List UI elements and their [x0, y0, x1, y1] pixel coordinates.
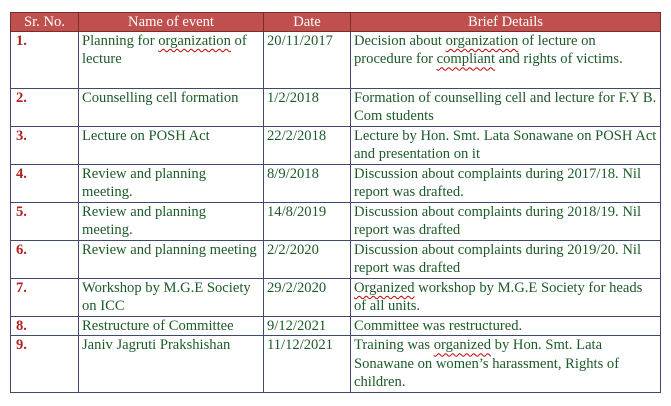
cell-date: 2/2/2020 [264, 241, 351, 279]
cell-sr-no: 1. [11, 32, 79, 89]
events-table-container [10, 12, 660, 393]
cell-event-name: Janiv Jagruti Prakshishan [79, 336, 264, 393]
table-row [11, 203, 661, 241]
cell-event-name: Restructure of Committee [79, 317, 264, 336]
table-row [11, 279, 661, 317]
table-row [11, 165, 661, 203]
cell-sr-no: 9. [11, 336, 79, 393]
cell-brief-details: Committee was restructured. [351, 317, 661, 336]
cell-date: 1/2/2018 [264, 89, 351, 127]
cell-brief-details: Decision about organization of lecture on procedure for compliant and rights of victims. [351, 32, 661, 89]
cell-brief-details: Discussion about complaints during 2019/20. Nil report was drafted [351, 241, 661, 279]
cell-sr-no: 7. [11, 279, 79, 317]
cell-date: 22/2/2018 [264, 127, 351, 165]
cell-brief-details: Organized workshop by M.G.E Society for heads of all units. [351, 279, 661, 317]
table-row [11, 89, 661, 127]
cell-event-name: Review and planning meeting. [79, 203, 264, 241]
cell-event-name: Counselling cell formation [79, 89, 264, 127]
table-row [11, 336, 661, 393]
cell-event-name: Review and planning meeting [79, 241, 264, 279]
cell-sr-no: 3. [11, 127, 79, 165]
table-row [11, 127, 661, 165]
cell-event-name: Lecture on POSH Act [79, 127, 264, 165]
header-event-name: Name of event [79, 13, 264, 32]
table-row [11, 32, 661, 89]
table-row [11, 241, 661, 279]
cell-event-name: Review and planning meeting. [79, 165, 264, 203]
cell-date: 9/12/2021 [264, 317, 351, 336]
events-table [10, 12, 661, 393]
cell-sr-no: 2. [11, 89, 79, 127]
cell-date: 29/2/2020 [264, 279, 351, 317]
header-date: Date [264, 13, 351, 32]
cell-sr-no: 5. [11, 203, 79, 241]
header-row [11, 13, 661, 32]
cell-brief-details: Discussion about complaints during 2017/18. Nil report was drafted. [351, 165, 661, 203]
header-brief-details: Brief Details [351, 13, 661, 32]
cell-date: 20/11/2017 [264, 32, 351, 89]
cell-brief-details: Discussion about complaints during 2018/19. Nil report was drafted [351, 203, 661, 241]
cell-date: 14/8/2019 [264, 203, 351, 241]
cell-event-name: Planning for organization of lecture [79, 32, 264, 89]
cell-sr-no: 4. [11, 165, 79, 203]
cell-date: 11/12/2021 [264, 336, 351, 393]
table-row [11, 317, 661, 336]
cell-date: 8/9/2018 [264, 165, 351, 203]
cell-sr-no: 8. [11, 317, 79, 336]
cell-sr-no: 6. [11, 241, 79, 279]
cell-brief-details: Formation of counselling cell and lecture for F.Y B. Com students [351, 89, 661, 127]
cell-event-name: Workshop by M.G.E Society on ICC [79, 279, 264, 317]
cell-brief-details: Training was organized by Hon. Smt. Lata Sonawane on women’s harassment, Rights of children. [351, 336, 661, 393]
header-sr-no: Sr. No. [11, 13, 79, 32]
cell-brief-details: Lecture by Hon. Smt. Lata Sonawane on POSH Act and presentation on it [351, 127, 661, 165]
